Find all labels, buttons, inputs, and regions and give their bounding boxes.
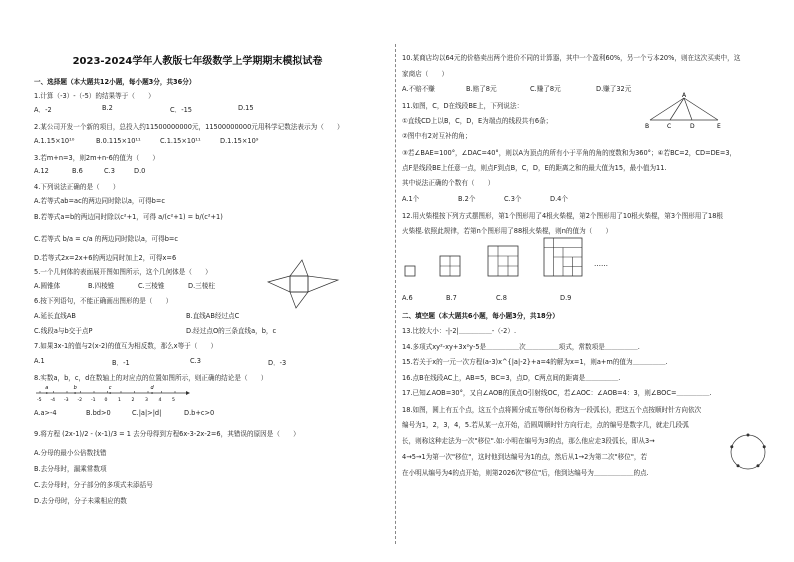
question-6: 6.按下列语句，不能正确画出图形的是（ ） (34, 297, 173, 305)
q3-option-d: D.0 (134, 167, 146, 175)
five-point-circle-figure (724, 428, 772, 476)
question-11: 11.如图，C，D在线段BE上，下列说法： (402, 102, 524, 110)
question-8: 8.实数a，b，c，d在数轴上的对应点的位置如图所示，则正确的结论是（ ） (34, 374, 268, 382)
q3-option-c: C.3 (104, 167, 115, 175)
q5-option-d: D.三棱柱 (188, 282, 215, 290)
matchstick-figure-2 (440, 256, 460, 276)
number-line-point (46, 392, 48, 394)
q11-option-d: D.4个 (550, 195, 568, 203)
number-line-tick-label: 2 (131, 398, 135, 403)
q8-option-c: C.|a|>|d| (132, 409, 162, 417)
q6-option-a: A.延长直线AB (34, 312, 76, 320)
q1-option-c: C．-15 (170, 106, 192, 114)
question-16: 16.点B在线段AC上，AB=5，BC=3，点D，C两点间的距离是＿＿＿＿＿. (402, 374, 621, 382)
q12-option-d: D.9 (560, 294, 572, 302)
number-line-tick-label: 0 (104, 398, 108, 403)
question-14: 14.多项式xy²-xy+3x²y-5是＿＿＿＿＿次＿＿＿＿＿项式，常数项是＿＿＿＿＿. (402, 343, 640, 351)
number-line-tick-label: 5 (172, 398, 175, 403)
number-line-point (74, 392, 76, 394)
triangle-figure (644, 92, 724, 130)
q8-option-a: A.a>-4 (34, 409, 57, 417)
q11-statement-3: ③若∠BAE=100°，∠DAC=40°，则以A为顶点的所有小于平角的角的度数和为360°；④若BC=2，CD=DE=3， (402, 149, 737, 157)
matchstick-figure-4 (544, 238, 582, 276)
question-12-cont: 火柴棍.依照此规律，若第n个图形用了88根火柴棍，则n的值为（ ） (402, 227, 613, 235)
question-17: 17.已知∠AOB=30°，又自∠AOB的顶点O引射线OC，若∠AOC：∠AOB=4：3，则∠BOC=＿＿＿＿＿. (402, 389, 712, 397)
q11-statement-2: ②图中有2对互补的角； (402, 132, 472, 140)
q11-option-b: B.2个 (458, 195, 476, 203)
q4-option-a: A.若等式ab=ac的两边同时除以a，可得b=c (34, 197, 166, 205)
q2-option-d: D.1.15×10⁹ (220, 137, 259, 145)
q12-option-b: B.7 (446, 294, 457, 302)
q2-option-c: C.1.15×10¹¹ (160, 137, 201, 145)
q9-option-b: B.去分母时，漏乘常数项 (34, 465, 107, 473)
label-b: B (645, 123, 650, 130)
section-fill-heading: 二、填空题（本大题共6小题，每小题3分，共18分） (402, 312, 559, 320)
q9-option-d: D.去分母时，分子未乘相应的数 (34, 497, 127, 505)
question-18-line-2: 编号为1，2，3，4，5.若从某一点开始，沿圆周顺时针方向行走，点的编号是数字几，就走几段弧 (402, 421, 689, 429)
matchstick-figure-3 (488, 246, 518, 276)
q6-option-c: C.线段a与b交于点P (34, 327, 93, 335)
exam-title: 2023-2024学年人教版七年级数学上学期期末模拟试卷 (72, 56, 323, 67)
label-d: D (690, 123, 695, 130)
q11-statement-4: 点F是线段BE上任意一点，则点F到点B，C，D，E的距离之和的最大值为15，最小值为11. (402, 164, 667, 172)
q9-option-a: A.分母的最小公倍数找错 (34, 449, 107, 457)
q5-option-c: C.三棱锥 (138, 282, 165, 290)
q8-option-d: D.b+c>0 (184, 409, 215, 417)
matchstick-ellipsis: …… (594, 260, 608, 268)
label-a: A (682, 92, 687, 99)
number-line-point-label: a (45, 385, 49, 391)
matchstick-figures (402, 236, 622, 288)
question-18-line-1: 18.如图，圆上有五个点，这五个点将圆分成五等份(每份称为一段弧长)，把这五个点按顺时针方向依次 (402, 406, 702, 414)
number-line-tick-label: -2 (77, 398, 83, 403)
label-e: E (717, 123, 721, 130)
q11-option-c: C.3个 (504, 195, 522, 203)
q1-option-b: B.2 (102, 104, 113, 112)
question-1: 1.计算（-3）-（-5）的结果等于（ ） (34, 92, 155, 100)
question-13: 13.比较大小：-|-2|＿＿＿＿＿-（-2）. (402, 327, 517, 335)
q7-option-d: D．-3 (268, 359, 287, 367)
q3-option-b: B.6 (72, 167, 83, 175)
question-18-line-5: 在小明从编号为4的点开始，则第2026次"移位"后，他到达编号为＿＿＿＿＿＿的点. (402, 469, 649, 477)
column-divider (395, 44, 396, 544)
q11-prompt: 其中说法正确的个数有（ ） (402, 179, 495, 187)
q10-option-a: A.不赔不赚 (402, 85, 435, 93)
number-line-tick-label: -5 (37, 398, 42, 403)
question-2: 2.某公司开发一个新的项目，总投入约11500000000元，11500000000元用科学记数法表示为（ ） (34, 123, 344, 131)
question-10: 10.某商店均以64元的价格卖出两个进价不同的计算器，其中一个盈利60%，另一个亏本20%，则在这次买卖中，这 (402, 54, 741, 62)
question-12: 12.用火柴棍按下列方式摆图形，第1个图形用了4根火柴棍，第2个图形用了10根火柴棍，第3个图形用了18根 (402, 212, 723, 220)
question-4: 4.下列说法正确的是（ ） (34, 183, 120, 191)
question-5: 5.一个几何体的表面展开图如图所示，这个几何体是（ ） (34, 268, 212, 276)
question-18-line-4: 4→5→1为第一次"移位"，这时他到达编号为1的点，然后从1→2为第二次"移位"，若 (402, 453, 648, 461)
q7-option-b: B．-1 (112, 359, 130, 367)
q4-option-d: D.若等式2x=2x+6的两边同时加上2，可得x=6 (34, 254, 177, 262)
question-9: 9.将方程 (2x-1)/2 - (x-1)/3 = 1 去分母得到方程6x-3-2x-2=6，其错误的原因是（ ） (34, 430, 300, 438)
question-10-cont: 家商店（ ） (402, 70, 449, 78)
question-3: 3.若m+n=3，则2m+n-6的值为（ ） (34, 154, 159, 162)
q1-option-a: A．-2 (34, 106, 52, 114)
question-18-line-3: 长，则称这种走法为一次"移位".如:小明在编号为3的点，那么他应走3段弧长，即从3→ (402, 437, 655, 445)
q3-option-a: A.12 (34, 167, 49, 175)
q1-option-d: D.15 (238, 104, 254, 112)
q4-option-c: C.若等式 b/a = c/a 的两边同时除以a，可得b=c (34, 235, 179, 243)
number-line-tick-label: 3 (145, 398, 148, 403)
pyramid-net-figure (266, 258, 342, 310)
matchstick-figure-1 (405, 266, 415, 276)
q7-option-c: C.3 (190, 357, 201, 365)
number-line-point-label: d (150, 385, 154, 391)
q2-option-a: A.1.15×10¹⁰ (34, 137, 75, 145)
question-15: 15.若关于x的一元一次方程(a-3)x^{|a|-2}+a=4的解为x=1，则a+m的值为＿＿＿＿＿. (402, 358, 668, 366)
number-line-tick-label: 4 (158, 398, 162, 403)
number-line-point (151, 392, 153, 394)
number-line-point-label: c (108, 385, 112, 391)
number-line-tick-label: -1 (91, 398, 96, 403)
q11-statement-1: ①直线CD上以B，C，D，E为端点的线段共有6条； (402, 117, 553, 125)
number-line-tick-label: 1 (118, 398, 121, 403)
q4-option-b: B.若等式a=b的两边同时除以c²+1，可得 a/(c²+1) = b/(c²+1) (34, 213, 223, 221)
number-line-tick-label: -4 (50, 398, 56, 403)
number-line-point (109, 392, 111, 394)
q5-option-b: B.四棱锥 (88, 282, 115, 290)
question-7: 7.如果3x-1的值与2(x-2)的值互为相反数，那么x等于（ ） (34, 342, 218, 350)
q6-option-d: D.经过点O的三条直线a，b，c (186, 327, 277, 335)
q9-option-c: C.去分母时，分子部分的多项式未添括号 (34, 481, 153, 489)
section-choice-heading: 一、选择题（本大题共12小题，每小题3分，共36分） (34, 78, 196, 86)
q10-option-c: C.赚了8元 (530, 85, 561, 93)
label-c: C (667, 123, 672, 130)
number-line-figure (34, 384, 194, 406)
q5-option-a: A.圆锥体 (34, 282, 61, 290)
q10-option-d: D.赚了32元 (596, 85, 632, 93)
q12-option-a: A.6 (402, 294, 413, 302)
q10-option-b: B.赔了8元 (466, 85, 497, 93)
q6-option-b: B.直线AB经过点C (186, 312, 240, 320)
q7-option-a: A.1 (34, 357, 45, 365)
q12-option-c: C.8 (496, 294, 507, 302)
number-line-arrow (186, 391, 190, 395)
number-line-tick-label: -3 (64, 398, 69, 403)
q8-option-b: B.bd>0 (86, 409, 111, 417)
q11-option-a: A.1个 (402, 195, 420, 203)
q2-option-b: B.0.115×10¹¹ (96, 137, 141, 145)
number-line-point-label: b (73, 385, 77, 391)
